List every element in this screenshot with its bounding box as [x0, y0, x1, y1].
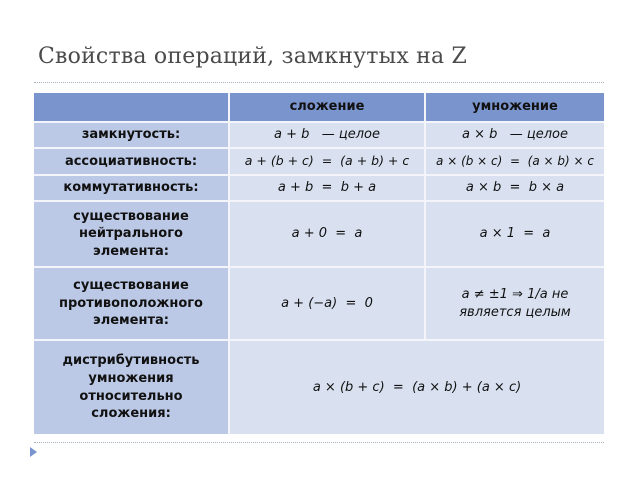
row-label-neutral-element: существование нейтрального элемента:	[34, 202, 228, 266]
slide-title: Свойства операций, замкнутых на Z	[38, 44, 468, 69]
opposite-multiplication: a ≠ ±1 ⇒ 1/a не является целым	[426, 268, 604, 339]
header-empty-cell	[34, 93, 228, 121]
distributivity-formula: a × (b + c) = (a × b) + (a × c)	[230, 341, 604, 434]
closure-multiplication: a × b — целое	[426, 123, 604, 147]
closure-addition: a + b — целое	[230, 123, 424, 147]
header-addition: сложение	[230, 93, 424, 121]
row-label-closure: замкнутость:	[34, 123, 228, 147]
row-label-distributivity: дистрибутивность умножения относительно сложения:	[34, 341, 228, 434]
opposite-addition: a + (−a) = 0	[230, 268, 424, 339]
row-label-commutativity: коммутативность:	[34, 176, 228, 200]
commutativity-multiplication: a × b = b × a	[426, 176, 604, 200]
associativity-addition: a + (b + c) = (a + b) + c	[230, 149, 424, 174]
neutral-multiplication: a × 1 = a	[426, 202, 604, 266]
header-multiplication: умножение	[426, 93, 604, 121]
bullet-triangle-icon	[30, 447, 37, 457]
commutativity-addition: a + b = b + a	[230, 176, 424, 200]
row-label-associativity: ассоциативность:	[34, 149, 228, 174]
title-divider	[34, 82, 604, 83]
row-label-opposite-element: существование противоположного элемента:	[34, 268, 228, 339]
associativity-multiplication: a × (b × c) = (a × b) × c	[426, 149, 604, 174]
neutral-addition: a + 0 = a	[230, 202, 424, 266]
properties-table	[34, 93, 604, 434]
bottom-divider	[34, 442, 604, 443]
